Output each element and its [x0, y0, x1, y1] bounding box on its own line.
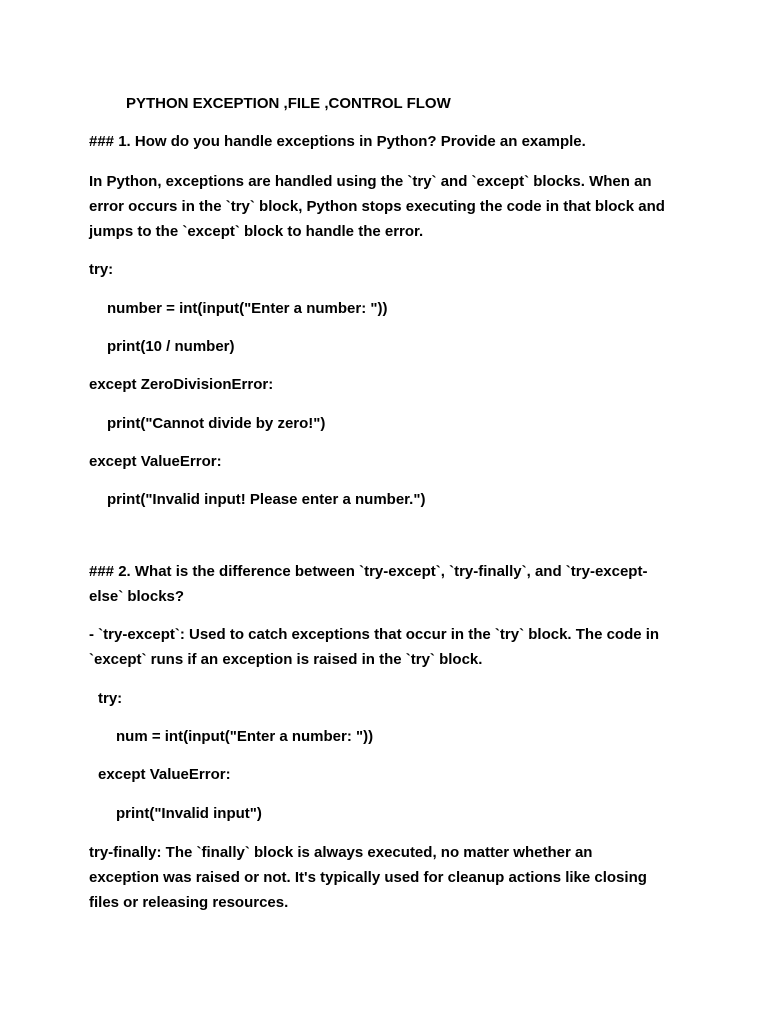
question-2-heading: ### 2. What is the difference between `try-except`, `try-finally`, and `try-except- — [89, 563, 648, 580]
try-finally-description: files or releasing resources. — [89, 894, 289, 911]
q1-code-line: number = int(input("Enter a number: ")) — [107, 300, 388, 317]
q2-code-line: try: — [98, 690, 123, 707]
q1-code-line: except ZeroDivisionError: — [89, 376, 274, 393]
q2-code-line: print("Invalid input") — [116, 805, 262, 822]
q1-paragraph-line: jumps to the `except` block to handle the error. — [89, 223, 424, 240]
q1-code-line: print("Invalid input! Please enter a number.") — [107, 491, 426, 508]
q2-code-line: num = int(input("Enter a number: ")) — [116, 728, 374, 745]
q1-paragraph-line: error occurs in the `try` block, Python stops executing the code in that block and — [89, 198, 665, 215]
question-1-heading: ### 1. How do you handle exceptions in Python? Provide an example. — [89, 133, 586, 150]
q1-code-line: print(10 / number) — [107, 338, 235, 355]
q1-paragraph-line: In Python, exceptions are handled using the `try` and `except` blocks. When an — [89, 173, 652, 190]
try-finally-description: try-finally: The `finally` block is always executed, no matter whether an — [89, 844, 593, 861]
try-except-description: - `try-except`: Used to catch exceptions that occur in the `try` block. The code in — [89, 626, 660, 643]
try-finally-description: exception was raised or not. It's typically used for cleanup actions like closing — [89, 869, 647, 886]
try-except-description: `except` runs if an exception is raised in the `try` block. — [89, 651, 483, 668]
q1-code-line: print("Cannot divide by zero!") — [107, 415, 326, 432]
q1-code-line: except ValueError: — [89, 453, 222, 470]
q2-code-line: except ValueError: — [98, 766, 231, 783]
question-2-heading: else` blocks? — [89, 588, 185, 605]
q1-code-line: try: — [89, 261, 114, 278]
document-title: PYTHON EXCEPTION ,FILE ,CONTROL FLOW — [126, 95, 451, 112]
